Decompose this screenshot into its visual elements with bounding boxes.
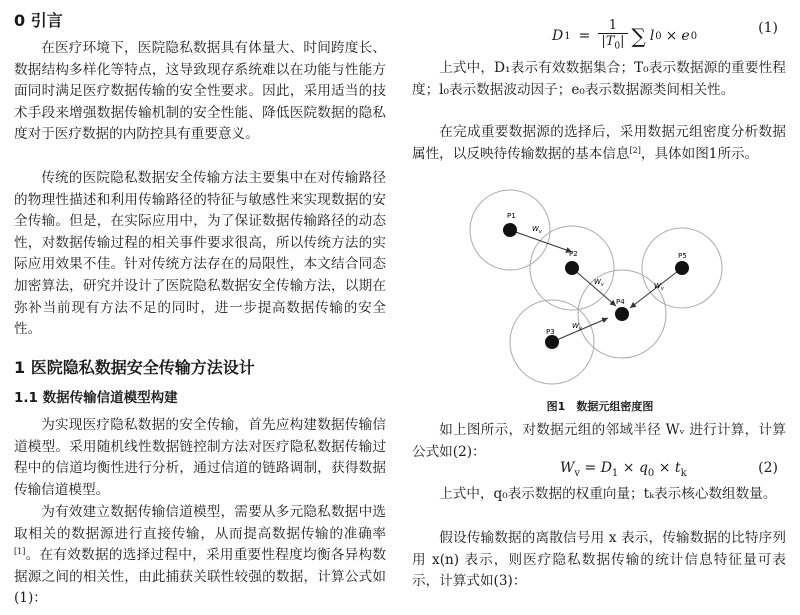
section-0-title: 0 引言 [14,11,63,30]
node-p4 [615,307,629,321]
edge-label-3: $W_v$ [654,282,664,292]
node-label-p4: P4 [616,298,625,306]
node-label-p1: P1 [507,212,516,220]
tuple-density-paragraph: 在完成重要数据源的选择后，采用数据元组密度分析数据属性，以反映待传输数据的基本信息[2]，具体如图1所示。 [412,124,786,162]
eq1-explanation-paragraph: 上式中，D₁表示有效数据集合；T₀表示数据源的重要性程度；l₀表示数据波动因子；e₀表示数据源类间相关性。 [412,60,786,98]
node-label-p5: P5 [678,252,687,260]
signal-paragraph: 假设传输数据的离散信号用 x 表示，传输数据的比特序列用 x(n) 表示，则医疗隐私数据传输的统计信息特征量可表示，计算式如(3)： [412,530,786,590]
node-label-p3: P3 [546,328,555,336]
node-label-p2: P2 [569,250,578,258]
equation-1-number: (1) [758,20,778,36]
citation-1: [1] [14,547,26,557]
node-p2 [565,261,579,275]
channel-model-paragraph: 为实现医疗隐私数据的安全传输，首先应构建数据传输信道模型。采用随机线性数据链控制方法对医疗隐私数据传输过程中的信道均衡性进行分析，通过信道的链路调制，获得数据传输信道模型。 [14,417,386,498]
eq2-explanation-paragraph: 上式中，q₀表示数据的权重向量；tₖ表示核心数组数量。 [439,486,777,502]
section-1-title: 1 医院隐私数据安全传输方法设计 [14,358,255,377]
radius-paragraph: 如上图所示，对数据元组的邻域半径 Wᵥ 进行计算，计算公式如(2)： [412,422,786,460]
edge-label-2: $W_v$ [594,278,604,288]
node-p1 [503,223,517,237]
node-p5 [675,261,689,275]
equation-2-number: (2) [758,460,778,476]
tuple-density-figure [412,188,788,388]
figure-1-caption: 图1 数据元组密度图 [546,400,654,413]
node-p3 [545,335,559,349]
intro-paragraph-2: 传统的医院隐私数据安全传输方法主要集中在对传输路径的物理性描述和利用传输路径的特征与敏感性来实现数据的安全传输。但是，在实际应用中，为了保证数据传输路径的动态性，对数据传输过程的相关事件要求很高，所以传统方法的实际应用效果不佳。针对传统方法存在的局限性，本文结合同态加密算法，研究并设计了医院隐私数据安全传输方法，以期在弥补当前现有方法不足的同时，进一步提高数据传输的安全性。 [14,170,386,338]
edge-label-4: $W_v$ [572,322,582,332]
citation-2: [2] [629,145,641,155]
data-source-paragraph: 为有效建立数据传输信道模型，需要从多元隐私数据中选取相关的数据源进行直接传输，从而提高数据传输的准确率[1]。在有效数据的选择过程中，采用重要性程度均衡各异构数据源之间的相关性，由此捕获关联性较强的数据，计算公式如(1)： [14,504,386,607]
equation-2: $W_v = D_1 \times q_0 \times t_k$ (2) [560,460,778,479]
edge-label-1: $W_v$ [532,225,542,235]
subsection-1-1-title: 1.1 数据传输信道模型构建 [14,390,178,406]
equation-1: D 1 = $\frac{1}{|T_0|}$ ∑ l 0 × e 0 (1) [412,8,788,48]
intro-paragraph-1: 在医疗环境下，医院隐私数据具有体量大、时间跨度长、数据结构多样化等特点，这导致现存系统难以在功能与性能方面同时满足医疗数据传输的安全性要求。因此，采用适当的技术手段来增强数据传输机制的安全性能、降低医院数据的隐私度对于医疗数据的内防控具有重要意义。 [14,40,386,143]
